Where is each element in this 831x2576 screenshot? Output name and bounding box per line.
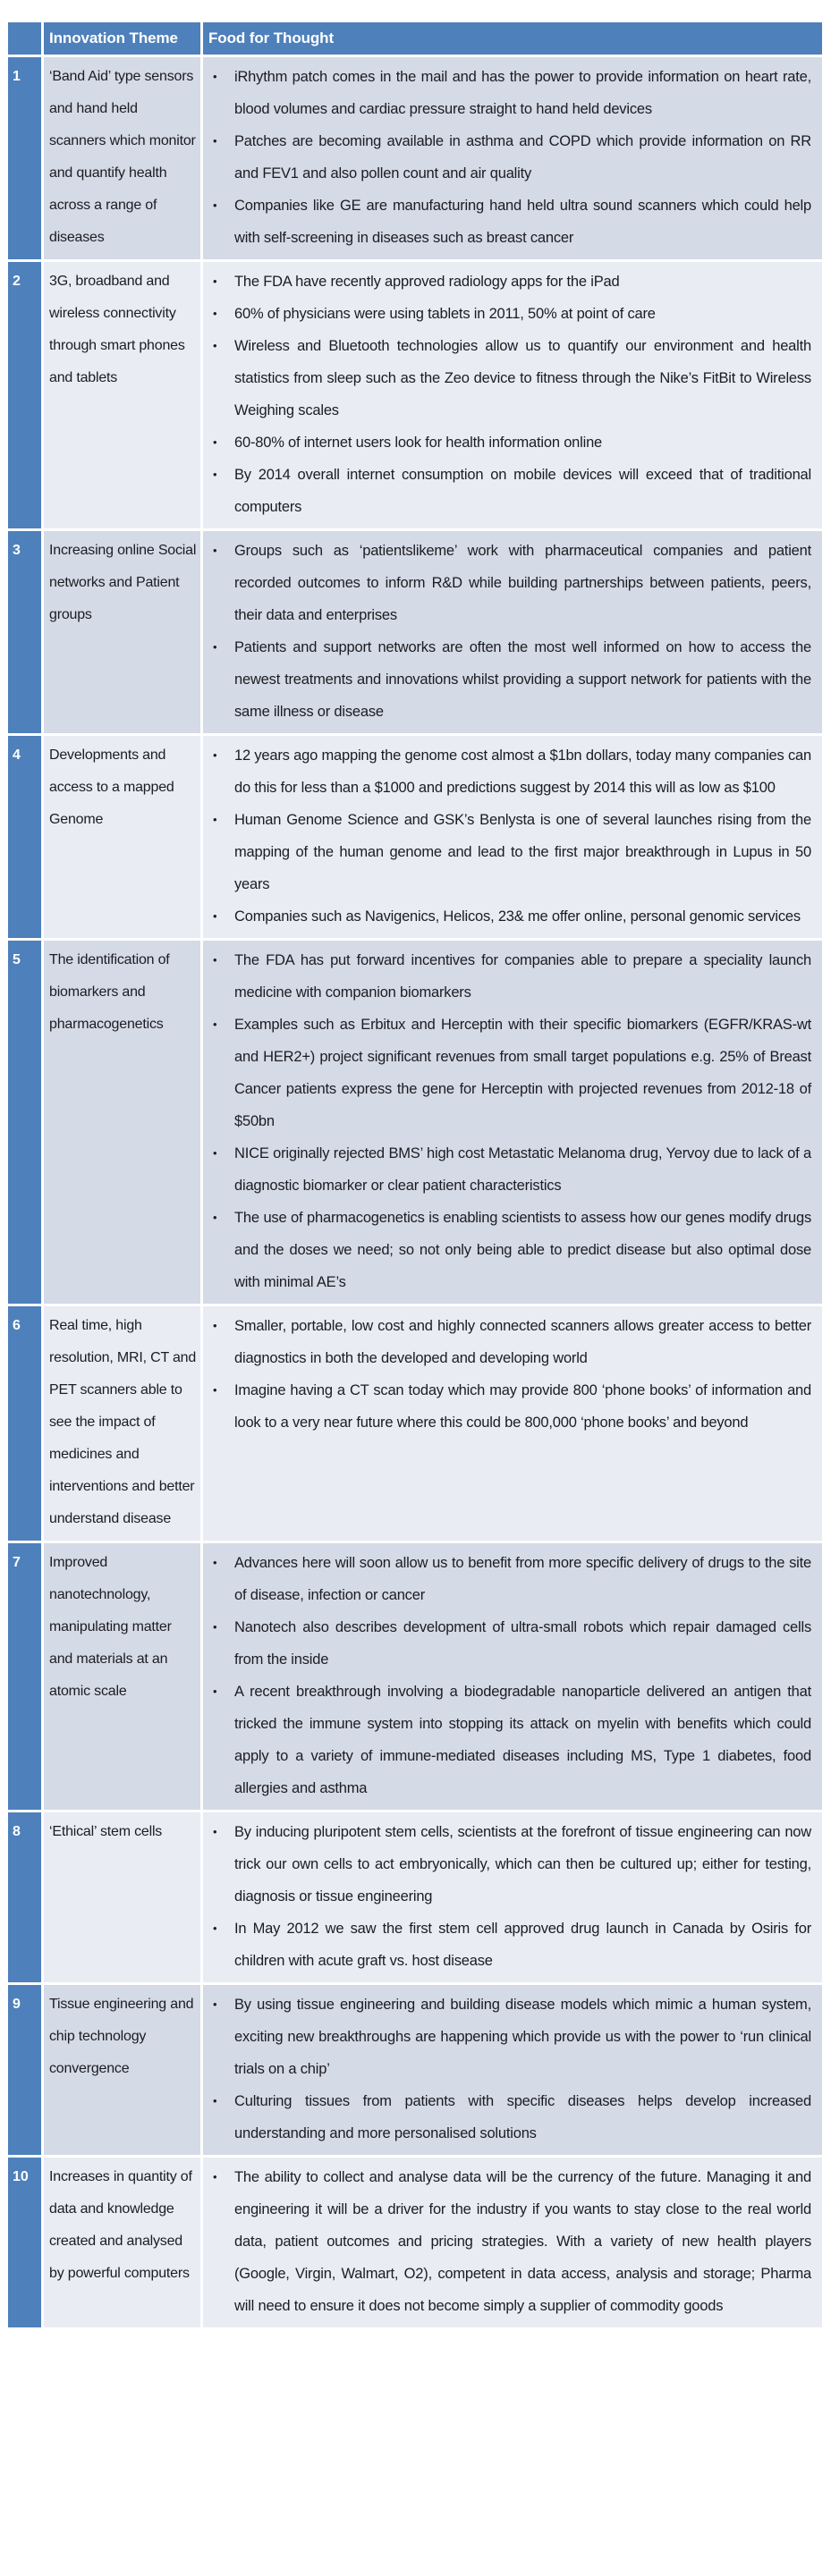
bullet-text: The FDA has put forward incentives for companies able to prepare a speciality launch medicine with companion biomarkers	[234, 952, 811, 1001]
food-for-thought-cell	[203, 1985, 822, 2155]
table-row	[8, 1306, 822, 1541]
bullet-icon: •	[213, 813, 217, 826]
bullet-text: Patches are becoming available in asthma and COPD which provide information on RR and FEV1 and also pollen count and air quality	[234, 133, 811, 182]
bullet-text: Patients and support networks are often the most well informed on how to access the newest treatments and innovations whilst providing a support network for patients with the same illness or disease	[234, 639, 811, 720]
bullet-icon: •	[213, 1556, 217, 1569]
table-row	[8, 941, 822, 1304]
bullet-icon: •	[213, 1620, 217, 1634]
bullet-icon: •	[213, 2170, 217, 2183]
header-row	[8, 22, 822, 55]
bullet-item	[212, 266, 811, 298]
bullet-text: By 2014 overall internet consumption on mobile devices will exceed that of traditional computers	[234, 467, 811, 515]
bullet-text: By using tissue engineering and building disease models which mimic a human system, exciting new breakthroughs are happening which provide us with the power to ‘run clinical trials on a chip’	[234, 1997, 811, 2077]
bullet-item	[212, 1009, 811, 1137]
row-number: 1	[8, 57, 41, 259]
bullet-icon: •	[213, 953, 217, 967]
bullet-item	[212, 427, 811, 459]
bullet-item	[212, 1547, 811, 1611]
bullet-item	[212, 2085, 811, 2149]
bullet-text: Culturing tissues from patients with specific diseases helps develop increased understanding and more personalised solutions	[234, 2093, 811, 2141]
bullet-icon: •	[213, 198, 217, 212]
innovation-theme-cell: Increasing online Social networks and Patient groups	[44, 531, 200, 733]
bullet-item	[212, 1611, 811, 1676]
innovation-theme-cell: Real time, high resolution, MRI, CT and PET scanners able to see the impact of medicines and interventions and better understand disease	[44, 1306, 200, 1541]
bullet-icon: •	[213, 1997, 217, 2011]
bullet-item	[212, 1816, 811, 1913]
table-row	[8, 262, 822, 528]
bullet-text: Groups such as ‘patientslikeme’ work with pharmaceutical companies and patient recorded outcomes to inform R&D while building partnerships between patients, peers, their data and enterprises	[234, 543, 811, 623]
row-number: 4	[8, 736, 41, 938]
table-row	[8, 1812, 822, 1982]
table-row	[8, 57, 822, 259]
bullet-item	[212, 1989, 811, 2085]
innovation-theme-cell: 3G, broadband and wireless connectivity through smart phones and tablets	[44, 262, 200, 528]
row-number: 8	[8, 1812, 41, 1982]
header-corner-cell	[8, 22, 41, 55]
bullet-icon: •	[213, 1383, 217, 1397]
bullet-text: iRhythm patch comes in the mail and has the power to provide information on heart rate, blood volumes and cardiac pressure straight to hand held devices	[234, 69, 811, 117]
food-for-thought-cell	[203, 1306, 822, 1541]
bullet-item	[212, 1310, 811, 1374]
row-number: 2	[8, 262, 41, 528]
bullet-text: The ability to collect and analyse data will be the currency of the future. Managing it and engineering it will be a driver for the industry if you wants to stay close to the real world data, patient outcomes and pricing strategies. With a variety of new health players (Google, Virgin, Walmart, O2), competent in data access, analysis and storage; Pharma will need to ensure it does not become simply a supplier of commodity goods	[234, 2169, 811, 2314]
bullet-icon: •	[213, 1211, 217, 1224]
bullet-item	[212, 1137, 811, 1202]
bullet-item	[212, 2161, 811, 2322]
innovation-theme-cell: ‘Ethical’ stem cells	[44, 1812, 200, 1982]
innovation-theme-cell: ‘Band Aid’ type sensors and hand held scanners which monitor and quantify health across a range of diseases	[44, 57, 200, 259]
bullet-icon: •	[213, 1018, 217, 1031]
bullet-icon: •	[213, 274, 217, 288]
table-row	[8, 2158, 822, 2327]
bullet-text: Imagine having a CT scan today which may provide 800 ‘phone books’ of information and look to a very near future where this could be 800,000 ‘phone books’ and beyond	[234, 1382, 811, 1431]
bullet-icon: •	[213, 1319, 217, 1332]
innovation-theme-cell: The identification of biomarkers and pharmacogenetics	[44, 941, 200, 1304]
table-row	[8, 736, 822, 938]
bullet-text: A recent breakthrough involving a biodegradable nanoparticle delivered an antigen that tricked the immune system into stopping its attack on myelin with benefits which could apply to a variety of immune-mediated diseases including MS, Type 1 diabetes, food allergies and asthma	[234, 1684, 811, 1796]
bullet-item	[212, 1913, 811, 1977]
food-for-thought-cell	[203, 941, 822, 1304]
innovation-theme-cell: Developments and access to a mapped Genome	[44, 736, 200, 938]
bullet-item	[212, 804, 811, 900]
bullet-text: Advances here will soon allow us to benefit from more specific delivery of drugs to the site of disease, infection or cancer	[234, 1555, 811, 1603]
row-number: 7	[8, 1543, 41, 1810]
bullet-text: Examples such as Erbitux and Herceptin with their specific biomarkers (EGFR/KRAS-wt and HER2+) project significant revenues from small target populations e.g. 25% of Breast Cancer patients express the gene for Herceptin with projected revenues from 2012-18 of $50bn	[234, 1017, 811, 1129]
bullet-icon: •	[213, 2094, 217, 2107]
table-body	[8, 57, 822, 2327]
row-number: 10	[8, 2158, 41, 2327]
bullet-icon: •	[213, 307, 217, 320]
column-header-food-for-thought: Food for Thought	[203, 22, 822, 55]
bullet-text: 60% of physicians were using tablets in 2011, 50% at point of care	[234, 306, 656, 322]
bullet-text: Human Genome Science and GSK’s Benlysta is one of several launches rising from the mapping of the human genome and lead to the first major breakthrough in Lupus in 50 years	[234, 812, 811, 892]
bullet-text: 12 years ago mapping the genome cost almost a $1bn dollars, today many companies can do this for less than a $1000 and predictions suggest by 2014 this will as low as $100	[234, 747, 811, 796]
bullet-icon: •	[213, 1921, 217, 1935]
bullet-item	[212, 125, 811, 190]
food-for-thought-cell	[203, 1543, 822, 1810]
bullet-item	[212, 1374, 811, 1439]
innovation-theme-cell: Increases in quantity of data and knowledge created and analysed by powerful computers	[44, 2158, 200, 2327]
bullet-text: Nanotech also describes development of ultra-small robots which repair damaged cells from the inside	[234, 1619, 811, 1668]
bullet-text: Companies like GE are manufacturing hand held ultra sound scanners which could help with self-screening in diseases such as breast cancer	[234, 198, 811, 246]
bullet-icon: •	[213, 748, 217, 762]
food-for-thought-cell	[203, 736, 822, 938]
food-for-thought-cell	[203, 262, 822, 528]
bullet-icon: •	[213, 909, 217, 923]
innovation-food-for-thought-table	[5, 20, 825, 2330]
food-for-thought-cell	[203, 1812, 822, 1982]
bullet-text: The FDA have recently approved radiology apps for the iPad	[234, 274, 620, 290]
bullet-item	[212, 944, 811, 1009]
food-for-thought-cell	[203, 2158, 822, 2327]
bullet-icon: •	[213, 70, 217, 83]
bullet-text: Smaller, portable, low cost and highly connected scanners allows greater access to better diagnostics in both the developed and developing world	[234, 1318, 811, 1366]
table-row	[8, 1985, 822, 2155]
bullet-text: 60-80% of internet users look for health information online	[234, 435, 603, 451]
bullet-item	[212, 1202, 811, 1298]
bullet-item	[212, 61, 811, 125]
row-number: 5	[8, 941, 41, 1304]
bullet-text: In May 2012 we saw the first stem cell approved drug launch in Canada by Osiris for children with acute graft vs. host disease	[234, 1921, 811, 1969]
row-number: 6	[8, 1306, 41, 1541]
bullet-icon: •	[213, 134, 217, 148]
bullet-text: Companies such as Navigenics, Helicos, 23& me offer online, personal genomic services	[234, 908, 801, 925]
bullet-item	[212, 631, 811, 728]
bullet-text: The use of pharmacogenetics is enabling scientists to assess how our genes modify drugs and the doses we need; so not only being able to predict disease but also optimal dose with minimal AE’s	[234, 1210, 811, 1290]
bullet-icon: •	[213, 544, 217, 557]
innovation-theme-cell: Improved nanotechnology, manipulating matter and materials at an atomic scale	[44, 1543, 200, 1810]
table-row	[8, 531, 822, 733]
bullet-item	[212, 900, 811, 933]
bullet-icon: •	[213, 1685, 217, 1698]
bullet-icon: •	[213, 435, 217, 449]
bullet-icon: •	[213, 468, 217, 481]
bullet-text: By inducing pluripotent stem cells, scientists at the forefront of tissue engineering can now trick our own cells to act embryonically, which can then be cultured up; either for testing, diagnosis or tissue engineering	[234, 1824, 811, 1905]
bullet-item	[212, 459, 811, 523]
bullet-item	[212, 190, 811, 254]
bullet-item	[212, 298, 811, 330]
innovation-theme-cell: Tissue engineering and chip technology convergence	[44, 1985, 200, 2155]
bullet-item	[212, 535, 811, 631]
bullet-icon: •	[213, 1146, 217, 1160]
bullet-item	[212, 739, 811, 804]
bullet-icon: •	[213, 339, 217, 352]
bullet-icon: •	[213, 640, 217, 654]
column-header-innovation-theme: Innovation Theme	[44, 22, 200, 55]
bullet-item	[212, 330, 811, 427]
food-for-thought-cell	[203, 531, 822, 733]
bullet-item	[212, 1676, 811, 1804]
row-number: 3	[8, 531, 41, 733]
bullet-text: NICE originally rejected BMS’ high cost Metastatic Melanoma drug, Yervoy due to lack of a diagnostic biomarker or clear patient characteristics	[234, 1145, 811, 1194]
bullet-text: Wireless and Bluetooth technologies allow us to quantify our environment and health statistics from sleep such as the Zeo device to fitness through the Nike’s FitBit to Wireless Weighing scales	[234, 338, 811, 418]
food-for-thought-cell	[203, 57, 822, 259]
row-number: 9	[8, 1985, 41, 2155]
bullet-icon: •	[213, 1825, 217, 1838]
table-row	[8, 1543, 822, 1810]
